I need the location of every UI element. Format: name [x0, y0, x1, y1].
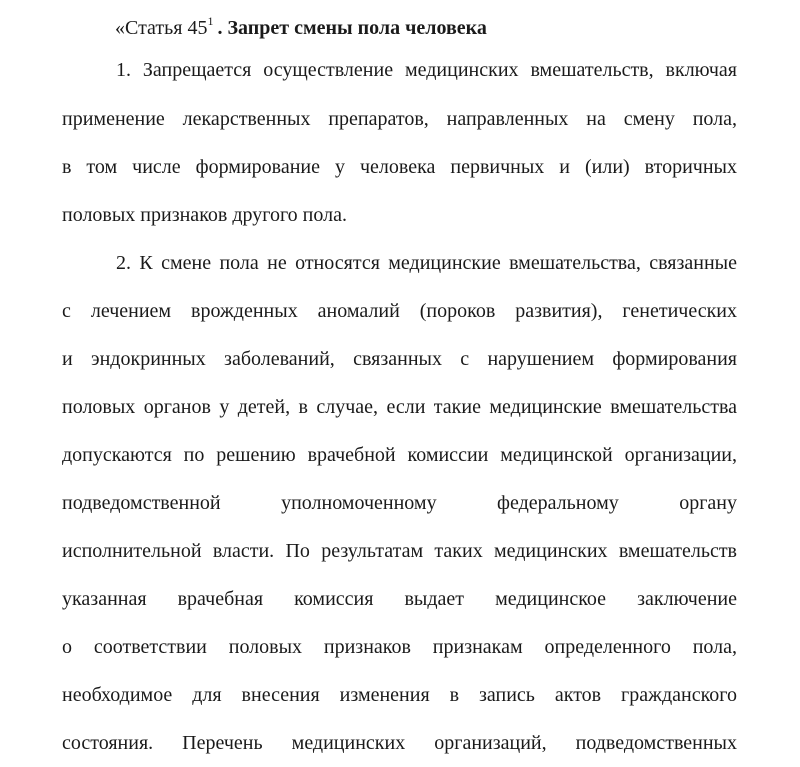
paragraph-2-line: половых органов у детей, в случае, если такие медицинские вмешательства	[62, 396, 737, 418]
paragraph-2-line: и эндокринных заболеваний, связанных с нарушением формирования	[62, 348, 737, 370]
article-heading	[115, 8, 487, 41]
article-title: . Запрет смены пола человека	[217, 17, 487, 39]
paragraph-1-line: в том числе формирование у человека первичных и (или) вторичных	[62, 156, 737, 178]
paragraph-2-line: подведомственной уполномоченному федеральному органу	[62, 492, 737, 514]
paragraph-2-line: указанная врачебная комиссия выдает медицинское заключение	[62, 588, 737, 610]
paragraph-2-line: состояния. Перечень медицинских организаций, подведомственных	[62, 732, 737, 754]
paragraph-2-line: с лечением врожденных аномалий (пороков развития), генетических	[62, 300, 737, 322]
paragraph-1-line: применение лекарственных препаратов, направленных на смену пола,	[62, 108, 737, 130]
paragraph-2-line: исполнительной власти. По результатам таких медицинских вмешательств	[62, 540, 737, 562]
article-number-superscript: 1	[207, 14, 214, 28]
paragraph-2-line: необходимое для внесения изменения в запись актов гражданского	[62, 684, 737, 706]
paragraph-1-line: половых признаков другого пола.	[62, 204, 347, 226]
paragraph-2-line: 2. К смене пола не относятся медицинские вмешательства, связанные	[116, 252, 737, 274]
paragraph-2-line: о соответствии половых признаков признакам определенного пола,	[62, 636, 737, 658]
paragraph-1-line: 1. Запрещается осуществление медицинских вмешательств, включая	[116, 59, 737, 81]
paragraph-2-line: допускаются по решению врачебной комиссии медицинской организации,	[62, 444, 737, 466]
article-number: «Статья 45	[115, 17, 208, 39]
